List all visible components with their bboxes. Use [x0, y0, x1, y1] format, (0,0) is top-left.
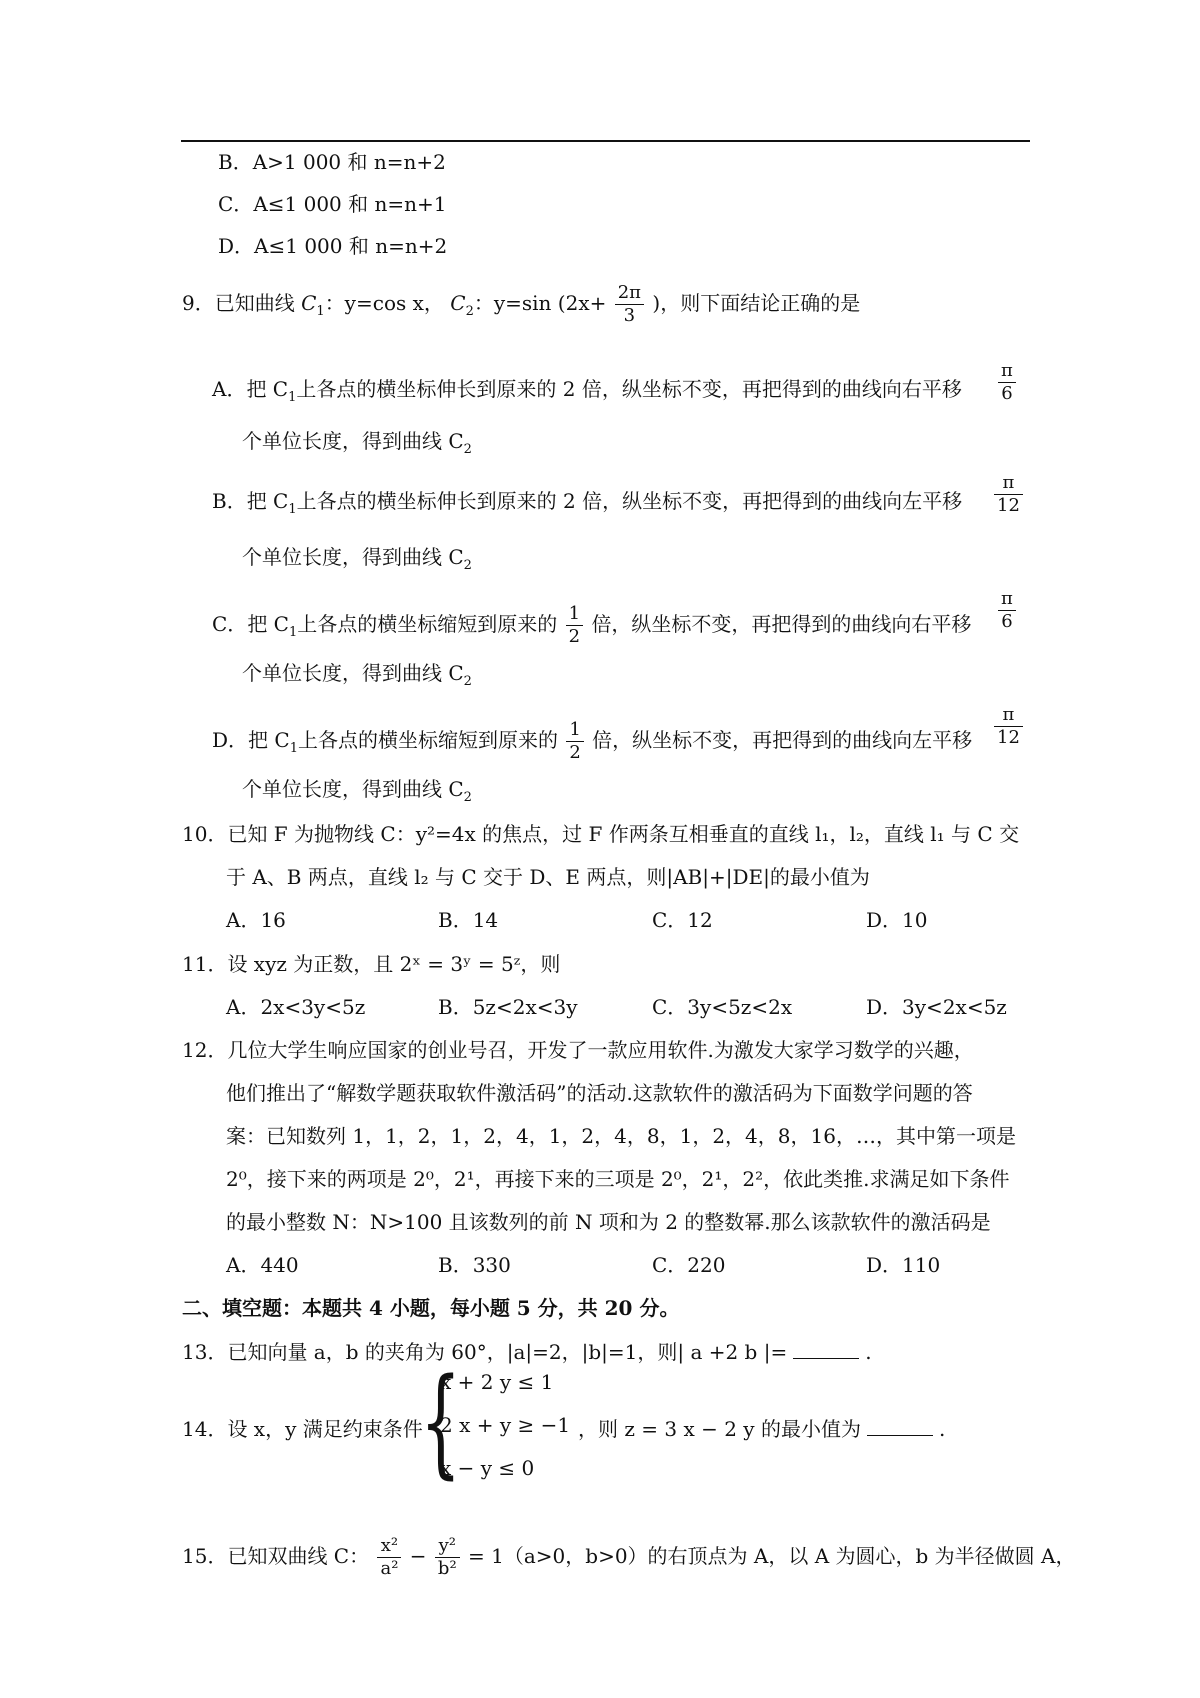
- q14-stem: 14．设 x，y 满足约束条件: [182, 1417, 423, 1441]
- q12-option-b: B．330: [438, 1253, 511, 1277]
- q11-option-a: A．2x<3y<5z: [226, 995, 366, 1019]
- q14-brace: {: [420, 1352, 462, 1490]
- q12-line3: 案：已知数列 1，1，2，1，2，4，1，2，4，8，1，2，4，8，16，…，其中第一项是: [226, 1124, 1016, 1148]
- q9-d-tail: 个单位长度，得到曲线 $C_2$: [242, 777, 472, 805]
- section-heading-fill-in: 二、填空题：本题共 4 小题，每小题 5 分，共 20 分。: [182, 1296, 680, 1320]
- q10-option-b: B．14: [438, 908, 499, 932]
- q12-option-a: A．440: [226, 1253, 299, 1277]
- q10-line1: 10．已知 F 为抛物线 C：y²=4x 的焦点，过 F 作两条互相垂直的直线 l₁，l₂，直线 l₁ 与 C 交: [182, 822, 1020, 846]
- q11-option-c: C．3y<5z<2x: [652, 995, 793, 1019]
- q14-answer-blank: [867, 1417, 933, 1436]
- q9-a-fraction: $\frac{\pi}{6}$: [998, 360, 1016, 405]
- q15-fraction-x: $\frac{\text{x²}}{\text{a²}}$: [377, 1535, 401, 1580]
- q11-option-d: D．3y<2x<5z: [866, 995, 1007, 1019]
- q12-option-c: C．220: [652, 1253, 726, 1277]
- q9-c-tail: 个单位长度，得到曲线 $C_2$: [242, 661, 472, 689]
- q10-option-a: A．16: [226, 908, 286, 932]
- q8-option-c: C．A≤1 000 和 n=n+1: [218, 192, 447, 216]
- q9-d-fraction: $\frac{\pi}{12}$: [994, 704, 1023, 749]
- q13: 13．已知向量 a，b 的夹角为 60°，|a|=2，|b|=1，则| a +2 b |= .: [182, 1340, 872, 1364]
- q9-fraction: $\frac{2\pi}{3}$: [615, 282, 644, 327]
- header-rule: [181, 140, 1030, 142]
- q12-line2: 他们推出了“解数学题获取软件激活码”的活动.这款软件的激活码为下面数学问题的答: [226, 1081, 973, 1105]
- q15-fraction-y: $\frac{\text{y²}}{\text{b²}}$: [435, 1535, 460, 1580]
- q12-line1: 12．几位大学生响应国家的创业号召，开发了一款应用软件.为激发大家学习数学的兴趣，: [182, 1038, 974, 1062]
- q14-constraint-2: 2 x + y ≥ −1: [440, 1413, 571, 1437]
- q9-c-half: $\frac{1}{2}$: [566, 603, 583, 648]
- q9-option-b: B．把 $C_1$上各点的横坐标伸长到原来的 2 倍，纵坐标不变，再把得到的曲线向左平移: [212, 489, 963, 517]
- q15: 15．已知双曲线 C： $\frac{\text{x²}}{\text{a²}}$ − $\frac{\text{y²}}{\text{b²}}$ = 1（a>0，b>0）的右顶点为 A，以 A 为圆心，b 为半径做圆 A，: [182, 1535, 1076, 1579]
- q10-option-c: C．12: [652, 908, 713, 932]
- q9-d-half: $\frac{1}{2}$: [566, 719, 583, 764]
- q10-line2: 于 A、B 两点，直线 l₂ 与 C 交于 D、E 两点，则|AB|+|DE|的最小值为: [226, 865, 870, 889]
- q14-constraint-1: x + 2 y ≤ 1: [440, 1370, 554, 1394]
- q9-stem: 9．已知曲线 $C_1$：y=cos x， $C_2$：y=sin (2x+ $\frac{2\pi}{3}$ )，则下面结论正确的是: [182, 282, 861, 326]
- q9-option-d: D．把 $C_1$上各点的横坐标缩短到原来的 $\frac{1}{2}$ 倍，纵坐标不变，再把得到的曲线向左平移: [212, 719, 973, 763]
- q11-stem: 11．设 xyz 为正数，且 2ˣ = 3ʸ = 5ᶻ，则: [182, 952, 561, 976]
- q9-option-a: A．把 $C_1$上各点的横坐标伸长到原来的 2 倍，纵坐标不变，再把得到的曲线向右平移: [212, 377, 962, 405]
- q9-b-fraction: $\frac{\pi}{12}$: [994, 472, 1023, 517]
- q12-option-d: D．110: [866, 1253, 941, 1277]
- q12-line4: 2⁰，接下来的两项是 2⁰，2¹，再接下来的三项是 2⁰，2¹，2²，依此类推.求满足如下条件: [226, 1167, 1010, 1191]
- q14-constraint-3: x − y ≤ 0: [440, 1456, 535, 1480]
- q9-b-tail: 个单位长度，得到曲线 $C_2$: [242, 545, 472, 573]
- q9-option-c: C．把 $C_1$上各点的横坐标缩短到原来的 $\frac{1}{2}$ 倍，纵坐标不变，再把得到的曲线向右平移: [212, 603, 972, 647]
- q14-tail: ，则 z = 3 x − 2 y 的最小值为 .: [578, 1417, 946, 1441]
- q10-option-d: D．10: [866, 908, 928, 932]
- q8-option-b: B．A>1 000 和 n=n+2: [218, 150, 446, 174]
- q9-c-fraction: $\frac{\pi}{6}$: [998, 588, 1016, 633]
- q8-option-d: D．A≤1 000 和 n=n+2: [218, 234, 448, 258]
- q11-option-b: B．5z<2x<3y: [438, 995, 578, 1019]
- q9-a-tail: 个单位长度，得到曲线 $C_2$: [242, 429, 472, 457]
- q12-line5: 的最小整数 N：N>100 且该数列的前 N 项和为 2 的整数幂.那么该款软件的激活码是: [226, 1210, 991, 1234]
- q13-answer-blank: [793, 1340, 859, 1359]
